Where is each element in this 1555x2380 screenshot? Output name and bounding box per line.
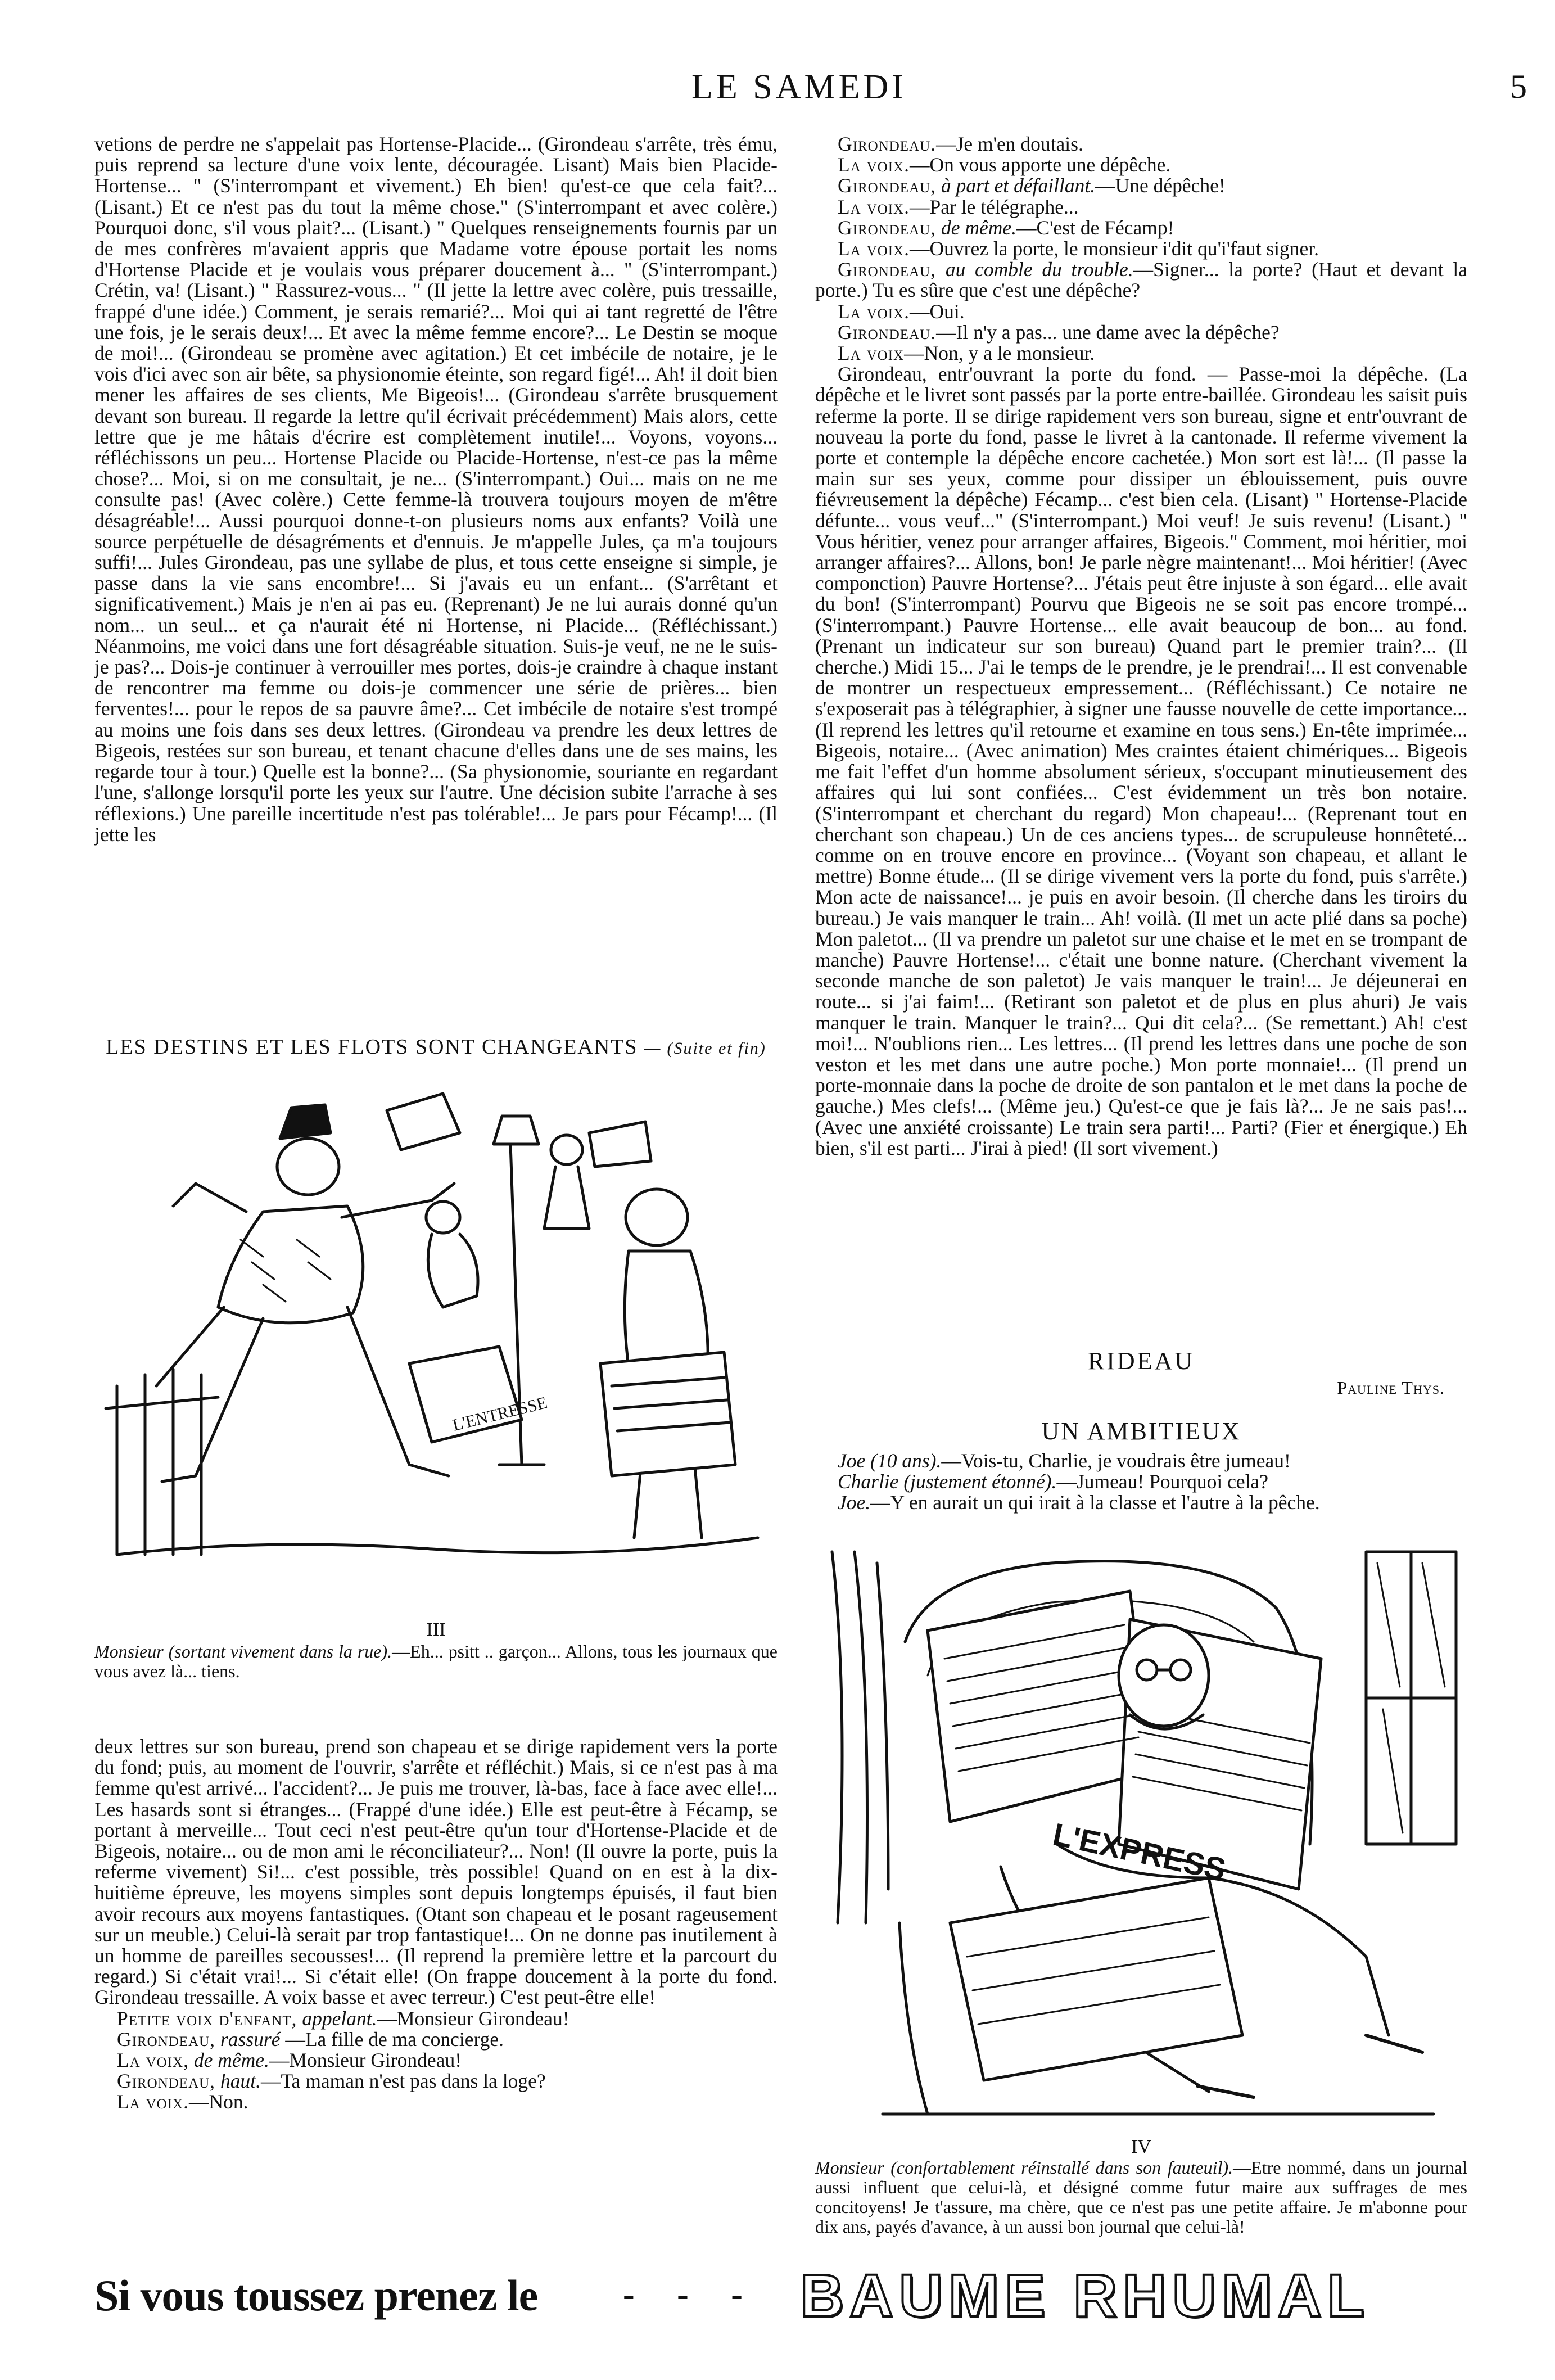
illustration-number-iii: III [426, 1619, 446, 1640]
paragraph: deux lettres sur son bureau, prend son chapeau et se dirige rapidement vers la porte du fond; puis, au moment de l'ouvrir, s'arrête et réfléchit.) Mais, si ce n'est pas à ma femme qu'est arrivé... l'accident?... Je puis me trouver, là-bas, face à face avec elle!... Les hasards sont si étranges... (Frappé d'une idée.) Elle est peut-être à Fécamp, se portant à merveille... Tout ceci n'est peut-être qu'un tour d'Hortense-Placide et de Bigeois, notaire... ou de mon ami le réconciliateur?... Non! (Il ouvre la porte, puis la referme vivement) Si!... c'est possible, très possible! Quand on en est à la dix-huitième épreuve, les moyens simples sont depuis longtemps épuisés, il faut bien avoir recours aux moyens fantastiques. (Otant son chapeau et le posant rageusement sur un meuble.) Celui-là serait par trop fantastique!... On ne donne pas inutilement à un homme de pareilles secousses!... (Il reprend la première lettre et la parcourt du regard.) Si c'était vrai!... Si c'était elle! (On frappe doucement à la porte du fond. Girondeau tressaille. A voix basse et avec terreur.) C'est peut-être elle! [94, 1736, 778, 2009]
dialogue-line: La voix, de même.—Monsieur Girondeau! [117, 2049, 462, 2072]
paragraph: vetions de perdre ne s'appelait pas Hortense-Placide... (Girondeau s'arrête, très ému, puis reprend sa lecture d'une voix lente, découragée. Lisant) Mais bien Placide-Hortense... " (S'interrompant et vivement.) Eh bien! qu'est-ce que cela fait?... (Lisant.) Et ce n'est pas du tout la même chose." (S'interrompant et avec colère.) Pourquoi donc, s'il vous plait?... (Lisant.) " Quelques renseignements fournis par un de mes confrères m'avaient appris que Madame votre épouse portait les noms d'Hortense Placide et je voulais vous préparer doucement à... " (S'interrompant.) Crétin, va! (Lisant.) " Rassurez-vous... " (Il jette la lettre avec colère, puis tressaille, frappé d'une idée.) Comment, je serais remarié?... Moi qui ai tant regretté de l'être une fois, je le serais deux!... Et avec la même femme encore?... Le Destin se moque de moi!... (Girondeau se promène avec agitation.) Et cet imbécile de notaire, je le vois d'ici avec son air bête, sa physionomie éteinte, son regard figé!... Ah! il doit bien mener les affaires de ses clients, Me Bigeois!... (Girondeau s'arrête brusquement devant son bureau. Il regarde la lettre qu'il écrivait précédemment) Mais alors, cette lettre que je me hâtais d'écrire est complètement inutile!... Voyons, voyons... réfléchissons un peu... Hortense Placide ou Placide-Hortense, n'est-ce pas la même chose?... Moi, si on me consultait, je ne... (S'interrompant.) Oui... mais on ne me consulte pas! (Avec colère.) Cette femme-là trouvera toujours moyen de m'être désagréable!... Aussi pourquoi donne-t-on plusieurs noms aux enfants? Voilà une source perpétuelle de désagréments et d'ennuis. Je m'appelle Jules, ça m'a toujours suffi!... Jules Girondeau, pas une syllabe de plus, et tous cette enseigne si simple, je passe dans la vie sans encombre!... Si j'avais eu un enfant... (S'arrêtant et significativement.) Mais je n'en ai pas eu. (Reprenant) Je ne lui aurais donné qu'un nom... un seul... et ça n'aurait été ni Hortense, ni Placide... (Réfléchissant.) Néanmoins, me voici dans une fort désagréable situation. Suis-je veuf, ne ne le suis-je pas?... Dois-je continuer à verrouiller mes portes, dois-je craindre à chaque instant de rencontrer ma femme ou dois-je commencer une série de prières... bien ferventes!... pour le repos de sa pauvre âme?... Cet imbécile de notaire s'est trompé au moins une fois dans ses deux lettres. (Girondeau va prendre les deux lettres de Bigeois, restées sur son bureau, et tenant chacune d'elles dans une de ses mains, les regarde tour à tour.) Quelle est la bonne?... (Sa physionomie, souriante en regardant l'une, s'allonge lorsqu'il porte les yeux sur l'autre. Une décision subite l'arrache à ses réflexions.) Une pareille incertitude n'est pas tolérable!... Je pars pour Fécamp!... (Il jette les [94, 134, 778, 846]
paragraph: Girondeau, entr'ouvrant la porte du fond. — Passe-moi la dépêche. (La dépêche et le livret sont passés par la porte entre-baillée. Girondeau les saisit puis referme la porte. Il se dirige rapidement vers son bureau, signe et entr'ouvrant de nouveau la porte du fond, passe le livret à la cantonade. Il referme vivement la porte et contemple la dépêche encore cachetée.) Mon sort est là!... (Il passe la main sur ses yeux, comme pour dissiper un éblouissement, puis ouvre fiévreusement la dépêche) Fécamp... c'est bien cela. (Lisant) " Hortense-Placide défunte... vous veuf..." (S'interrompant.) Moi veuf! Je suis revenu! (Lisant.) " Vous héritier, venez pour arranger affaires, Bigeois." Comment, moi héritier, moi arranger affaires?... Allons, bon! Je parle nègre maintenant!... Moi héritier! (Avec componction) Pauvre Hortense?... J'étais peut être injuste à son égard... elle avait du bon! (S'interrompant) Pourvu que Bigeois ne se soit pas encore trompé... (S'interrompant.) Pauvre Hortense... elle avait beaucoup de bon... au fond. (Prenant un indicateur sur son bureau) Quand part le premier train?... (Il cherche.) Midi 15... J'ai le temps de le prendre, je le prendrai!... Il est convenable de montrer un respectueux empressement... (Réfléchissant.) Ce notaire ne s'exposerait pas à télégraphier, à signer une fausse nouvelle de cette importance... (Il reprend les lettres qu'il retourne et examine en tous sens.) En-tête imprimée... Bigeois, notaire... (Avec animation) Mes craintes étaient chimériques... Bigeois me fait l'effet d'un homme absolument sérieux, s'occupant minutieusement des affaires qui lui sont confiées... C'est évidemment un très bon notaire. (S'interrompant et cherchant du regard) Mon chapeau!... (Reprenant tout en cherchant son chapeau.) Un de ces anciens types... de scrupuleuse honnêteté... comme on en trouve encore en province... (Voyant son chapeau, et allant le mettre) Bonne étude... (Il se dirige vivement vers la porte du fond, puis s'arrête.) Mon acte de naissance!... je puis en avoir besoin. (Il cherche dans les tiroirs du bureau.) Je vais manquer le train... Ah! voilà. (Il met un acte plié dans sa poche) Mon paletot... (Il va prendre un paletot sur une chaise et le met en se trompant de manche) Pauvre Hortense!... c'était une bonne nature. (Cherchant vivement la seconde manche de son paletot) Je vais manquer le train!... Je déjeunerai en route... si j'ai faim!... (Retirant son paletot et de plus en plus ahuri) Je vais manquer le train. Manquer le train?... Qui dit cela?... (Se remettant.) Ah! c'est moi!... N'oublions rien... Les lettres... (Il prend les lettres dans une poche de son veston et les met dans une autre poche.) Mon porte monnaie!... (Il prend un porte-monnaie dans la poche de droite de son pantalon et le met dans la poche de gauche.) Mes clefs!... (Même jeu.) Qu'est-ce que je fais là?... Je ne sais pas!... (Avec une anxiété croissante) Le train sera parti!... Parti? (Fier et énergique.) Eh bien, s'il est parti... J'irai à pied! (Il sort vivement.) [815, 363, 1467, 1159]
dialogue-line: Joe (10 ans).—Vois-tu, Charlie, je voudrais être jumeau! [838, 1449, 1291, 1472]
dialogue-line: La voix.—Ouvrez la porte, le monsieur i'dit qu'i'faut signer. [838, 237, 1319, 260]
illustration-number-iv: IV [1131, 2137, 1151, 2157]
illustration-title: LES DESTINS ET LES FLOTS SONT CHANGEANTS [106, 1035, 638, 1059]
dialogue-line: La voix.—On vous apporte une dépêche. [838, 153, 1171, 177]
dialogue-line: La voix.—Oui. [838, 300, 965, 323]
newspaper-label-entresse: L'ENTRESSE [450, 1393, 549, 1435]
running-head [0, 67, 1555, 112]
dialogue-line: Girondeau.—Il n'y a pas... une dame avec la dépêche? [838, 320, 1280, 344]
dialogue-line: La voix.—Par le télégraphe... [838, 195, 1079, 218]
advertisement-brand: BAUME RHUMAL [800, 2261, 1370, 2329]
right-column-top-text [815, 134, 1467, 1343]
left-column-bottom-text [94, 1736, 778, 2270]
page-number: 5 [1510, 68, 1527, 105]
dialogue-line: Joe.—Y en aurait un qui irait à la classe et l'autre à la pêche. [838, 1491, 1320, 1514]
dialogue-line: La voix—Non, y a le monsieur. [838, 342, 1095, 365]
caption-speaker: Monsieur (confortablement réinstallé dans son fauteuil). [815, 2157, 1233, 2178]
dialogue-line: Girondeau, rassuré —La fille de ma concierge. [117, 2027, 504, 2051]
illustration-armchair-reader [815, 1529, 1467, 2131]
dialogue-line: Girondeau, de même.—C'est de Fécamp! [838, 216, 1174, 239]
dialogue-line: Charlie (justement étonné).—Jumeau! Pourquoi cela? [838, 1470, 1269, 1493]
caption-text: —Etre nommé, dans un journal aussi influent que celui-là, et désigné comme futur maire aux suffrages de mes concitoyens! Je t'assure, ma chère, que ce n'est pas une petite affaire. Je m'abonne pour dix ans, payés d'avance, à un aussi bon journal que celui-là! [815, 2157, 1468, 2237]
ambitieux-title: UN AMBITIEUX [1041, 1417, 1241, 1445]
illustration-street-scene [94, 1071, 778, 1611]
dialogue-line: Petite voix d'enfant, appelant.—Monsieur Girondeau! [117, 2007, 569, 2030]
dialogue-line: Girondeau, au comble du trouble.—Signer... la porte? (Haut et devant la porte.) Tu es sûre que c'est une dépêche? [815, 258, 1467, 302]
dialogue-line: Girondeau.—Je m'en doutais. [838, 134, 1083, 155]
advertisement-dots: - - - [623, 2275, 760, 2314]
armchair-reader-drawing [815, 1529, 1467, 2131]
caption-text: —Eh... psitt .. garçon... Allons, tous les journaux que vous avez là... tiens. [94, 1641, 778, 1681]
caption-speaker: Monsieur (sortant vivement dans la rue). [94, 1641, 392, 1661]
advertisement-lead: Si vous toussez prenez le [94, 2271, 538, 2320]
author-signature: Pauline Thys. [1337, 1378, 1445, 1398]
dialogue-line: La voix.—Non. [117, 2090, 248, 2113]
dialogue-line: Girondeau, à part et défaillant.—Une dépêche! [838, 174, 1226, 197]
rideau-heading: RIDEAU [1087, 1347, 1195, 1375]
illustration-title-block: LES DESTINS ET LES FLOTS SONT CHANGEANTS — (Suite et fin) [106, 1035, 766, 1059]
street-scene-drawing [94, 1071, 778, 1611]
ambitieux-dialogue [815, 1451, 1467, 1514]
illustration-caption-iv [815, 2158, 1467, 2237]
illustration-caption-iii [94, 1642, 778, 1681]
left-column-top-text [94, 134, 778, 1028]
dialogue-line: Girondeau, haut.—Ta maman n'est pas dans la loge? [117, 2070, 546, 2093]
advertisement-banner [94, 2260, 1472, 2328]
journal-title: LE SAMEDI [691, 68, 907, 106]
illustration-title-note: (Suite et fin) [667, 1039, 766, 1058]
newspaper-label-express: L'EXPRESS [1050, 1816, 1229, 1887]
